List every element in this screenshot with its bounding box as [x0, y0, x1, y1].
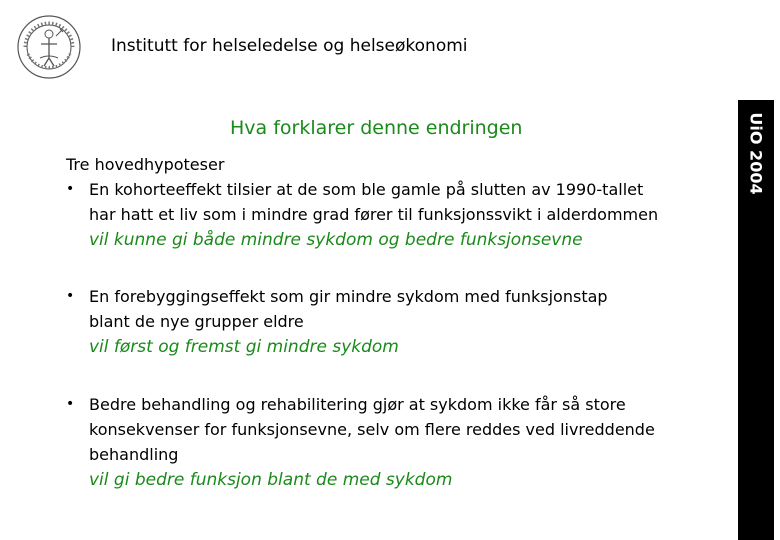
- bullet-line: blant de nye grupper eldre: [89, 312, 304, 331]
- bullet-line: har hatt et liv som i mindre grad fører til funksjonssvikt i alderdommen: [89, 205, 659, 224]
- bullet-line: En forebyggingseffekt som gir mindre sykdom med funksjonstap: [89, 287, 608, 306]
- bullet-line: behandling: [89, 445, 179, 464]
- slide-content: [66, 152, 726, 493]
- bullet-dot-icon: •: [66, 288, 75, 304]
- bullet-item: [66, 392, 726, 467]
- bullet-line: Bedre behandling og rehabilitering gjør at sykdom ikke får så store: [89, 395, 626, 414]
- bullet-line: konsekvenser for funksjonsevne, selv om flere reddes ved livreddende: [89, 420, 655, 439]
- bullet-item: [66, 177, 726, 227]
- bullet-conclusion: vil gi bedre funksjon blant de med sykdom: [89, 470, 453, 490]
- sidebar-label-text: UiO 2004: [746, 111, 766, 195]
- bullet-line: En kohorteeffekt tilsier at de som ble gamle på slutten av 1990-tallet: [89, 180, 644, 199]
- bullet-dot-icon: •: [66, 181, 75, 197]
- institute-name: Institutt for helseledelse og helseøkonomi: [111, 36, 468, 56]
- bullet-dot-icon: •: [66, 396, 75, 412]
- sidebar-label: [739, 113, 773, 193]
- bullet-conclusion: vil først og fremst gi mindre sykdom: [89, 337, 399, 357]
- university-seal-icon: [16, 14, 82, 80]
- bullet-conclusion: vil kunne gi både mindre sykdom og bedre funksjonsevne: [89, 230, 583, 250]
- bullet-item: [66, 284, 726, 334]
- slide-title: Hva forklarer denne endringen: [230, 117, 523, 139]
- intro-text: Tre hovedhypoteser: [66, 155, 225, 174]
